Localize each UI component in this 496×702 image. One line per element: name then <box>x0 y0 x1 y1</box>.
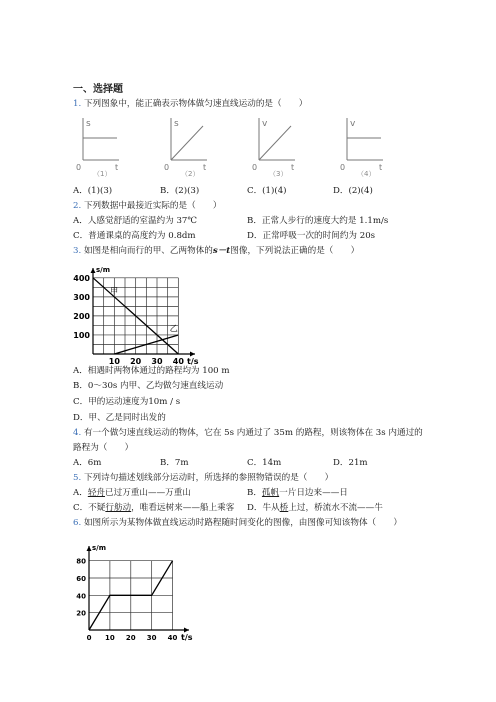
question-text: 下列数据中最接近实际的是（ ） <box>83 201 222 211</box>
x-tick-label: 20 <box>130 357 142 366</box>
underlined-word: 孤帆 <box>261 488 280 498</box>
y-axis-label: s/m <box>96 266 111 274</box>
q4-option-a[interactable]: A．6m <box>73 458 102 468</box>
q5-option-c[interactable] <box>73 503 234 514</box>
y-tick-label: 400 <box>73 273 90 283</box>
y-axis-arrow <box>87 546 92 551</box>
q2-option-a[interactable]: A．人感觉舒适的室温约为 37℃ <box>73 216 198 226</box>
y-axis-arrow <box>91 268 96 273</box>
x-tick-label: 0 <box>86 634 92 642</box>
q2-option-b[interactable]: B．正常人步行的速度大约是 1.1m/s <box>247 216 389 226</box>
x-tick-label: 30 <box>151 357 163 366</box>
x-axis-label: t <box>203 163 207 172</box>
question-1 <box>73 99 307 110</box>
section-title: 一、选择题 <box>73 84 123 95</box>
origin-label: 0 <box>340 163 346 172</box>
x-tick-label: 30 <box>146 634 157 642</box>
q4-option-d[interactable]: D．21m <box>333 458 368 468</box>
y-tick-label: 20 <box>76 609 86 618</box>
question-5 <box>73 473 333 484</box>
q1-option-b[interactable]: B．(2)(3) <box>160 186 200 196</box>
x-axis-label: t/s <box>181 633 193 642</box>
y-tick-label: 200 <box>73 311 90 321</box>
option-prefix: D．牛从 <box>247 503 280 513</box>
question-number: 5. <box>73 473 82 483</box>
math-s-t: s－t <box>212 246 231 256</box>
origin-label: 0 <box>164 163 170 172</box>
graph-caption: （2） <box>181 170 200 178</box>
x-axis-label: t <box>291 163 295 172</box>
option-rest: ，唯看远树来——船上乘客 <box>131 503 235 513</box>
q4-option-b[interactable]: B．7m <box>160 458 189 468</box>
x-tick-label: 10 <box>105 634 115 642</box>
question-number: 1. <box>73 99 82 109</box>
x-axis-arrow <box>190 352 195 357</box>
x-tick-label: 40 <box>167 634 178 642</box>
question-text: 下列诗句描述划线部分运动时，所选择的参照物错误的是（ ） <box>83 473 334 483</box>
question-number: 4. <box>73 428 82 438</box>
question-text: 下列图象中，能正确表示物体做匀速直线运动的是（ ） <box>83 99 308 109</box>
question-3 <box>73 246 359 257</box>
q3-option-a[interactable]: A．相遇时两物体通过的路程均为 100 m <box>73 366 230 376</box>
underlined-word: 行舫动 <box>105 503 132 513</box>
origin-label: 0 <box>76 163 82 172</box>
option-rest: 上过，桥流水不流——牛 <box>288 503 383 513</box>
x-axis-label: t/s <box>187 357 199 366</box>
x-tick-label: 10 <box>108 357 120 366</box>
y-tick-label: 60 <box>76 575 86 583</box>
x-axis-label: t <box>115 163 119 172</box>
q1-option-a[interactable]: A．(1)(3) <box>73 186 113 196</box>
q3-option-c[interactable]: C．甲的运动速度为10m / s <box>73 397 181 407</box>
x-tick-label: 40 <box>172 357 184 366</box>
chart-s-t-object <box>73 532 193 642</box>
y-axis-label: v <box>350 119 356 129</box>
graph-caption: （4） <box>357 170 376 178</box>
x-axis-arrow <box>184 628 189 633</box>
y-tick-label: 80 <box>76 557 86 566</box>
chart-s-t-jia-yi <box>73 258 213 368</box>
q2-option-d[interactable]: D．正常呼吸一次的时间约为 20s <box>247 231 376 241</box>
q3-option-d[interactable]: D．甲、乙是同时出发的 <box>73 413 166 423</box>
series-label: 乙 <box>169 324 178 334</box>
question-number: 6. <box>73 518 82 528</box>
graph-line <box>171 126 203 160</box>
option-rest: 一片日边来——日 <box>279 488 348 498</box>
q5-option-d[interactable] <box>247 503 383 514</box>
question-number: 2. <box>73 201 82 211</box>
q1-option-c[interactable]: C．(1)(4) <box>247 186 287 196</box>
y-tick-label: 300 <box>73 292 90 302</box>
question-text: 有一个做匀速直线运动的物体，它在 5s 内通过了 35m 的路程，则该物体在 3s 内通过的 <box>83 428 423 438</box>
q4-option-c[interactable]: C．14m <box>247 458 282 468</box>
q2-option-c[interactable]: C．普通课桌的高度约为 0.8dm <box>73 231 196 241</box>
question-text: 如图所示为某物体做直线运动时路程随时间变化的图像，由图像可知该物体（ ） <box>83 518 402 528</box>
question-4-cont: 路程为（ ） <box>73 443 134 453</box>
y-axis-label: s <box>174 119 179 129</box>
x-axis-label: t <box>379 163 383 172</box>
option-prefix: C．不疑 <box>73 503 106 513</box>
q3-option-b[interactable]: B．0～30s 内甲、乙均做匀速直线运动 <box>73 381 224 391</box>
q1-option-d[interactable]: D．(2)(4) <box>333 186 373 196</box>
series-label: 甲 <box>110 287 119 296</box>
underlined-word: 桥 <box>279 503 289 513</box>
question-text: 如图是相向而行的甲、乙两物体的 <box>83 246 213 256</box>
graph-caption: （1） <box>93 170 112 178</box>
q1-graphs <box>73 114 433 182</box>
origin-label: 0 <box>252 163 258 172</box>
question-6 <box>73 518 402 529</box>
y-tick-label: 40 <box>76 592 86 601</box>
graph-caption: （3） <box>269 170 288 178</box>
option-rest: 已过万重山——万重山 <box>105 488 191 498</box>
y-axis-label: s/m <box>92 544 107 552</box>
x-tick-label: 20 <box>125 634 136 642</box>
y-tick-label: 100 <box>73 330 90 340</box>
question-2 <box>73 201 221 212</box>
q5-option-a[interactable] <box>73 488 191 499</box>
q5-option-b[interactable] <box>247 488 348 499</box>
y-axis-label: v <box>262 119 268 129</box>
y-axis-label: s <box>86 119 91 129</box>
graph-line <box>259 126 291 160</box>
question-4 <box>73 428 423 439</box>
question-number: 3. <box>73 246 82 256</box>
option-prefix: A． <box>73 488 88 498</box>
question-text-cont: 图像，下列说法正确的是（ ） <box>230 246 360 256</box>
underlined-word: 轻舟 <box>87 488 106 498</box>
option-prefix: B． <box>247 488 262 498</box>
